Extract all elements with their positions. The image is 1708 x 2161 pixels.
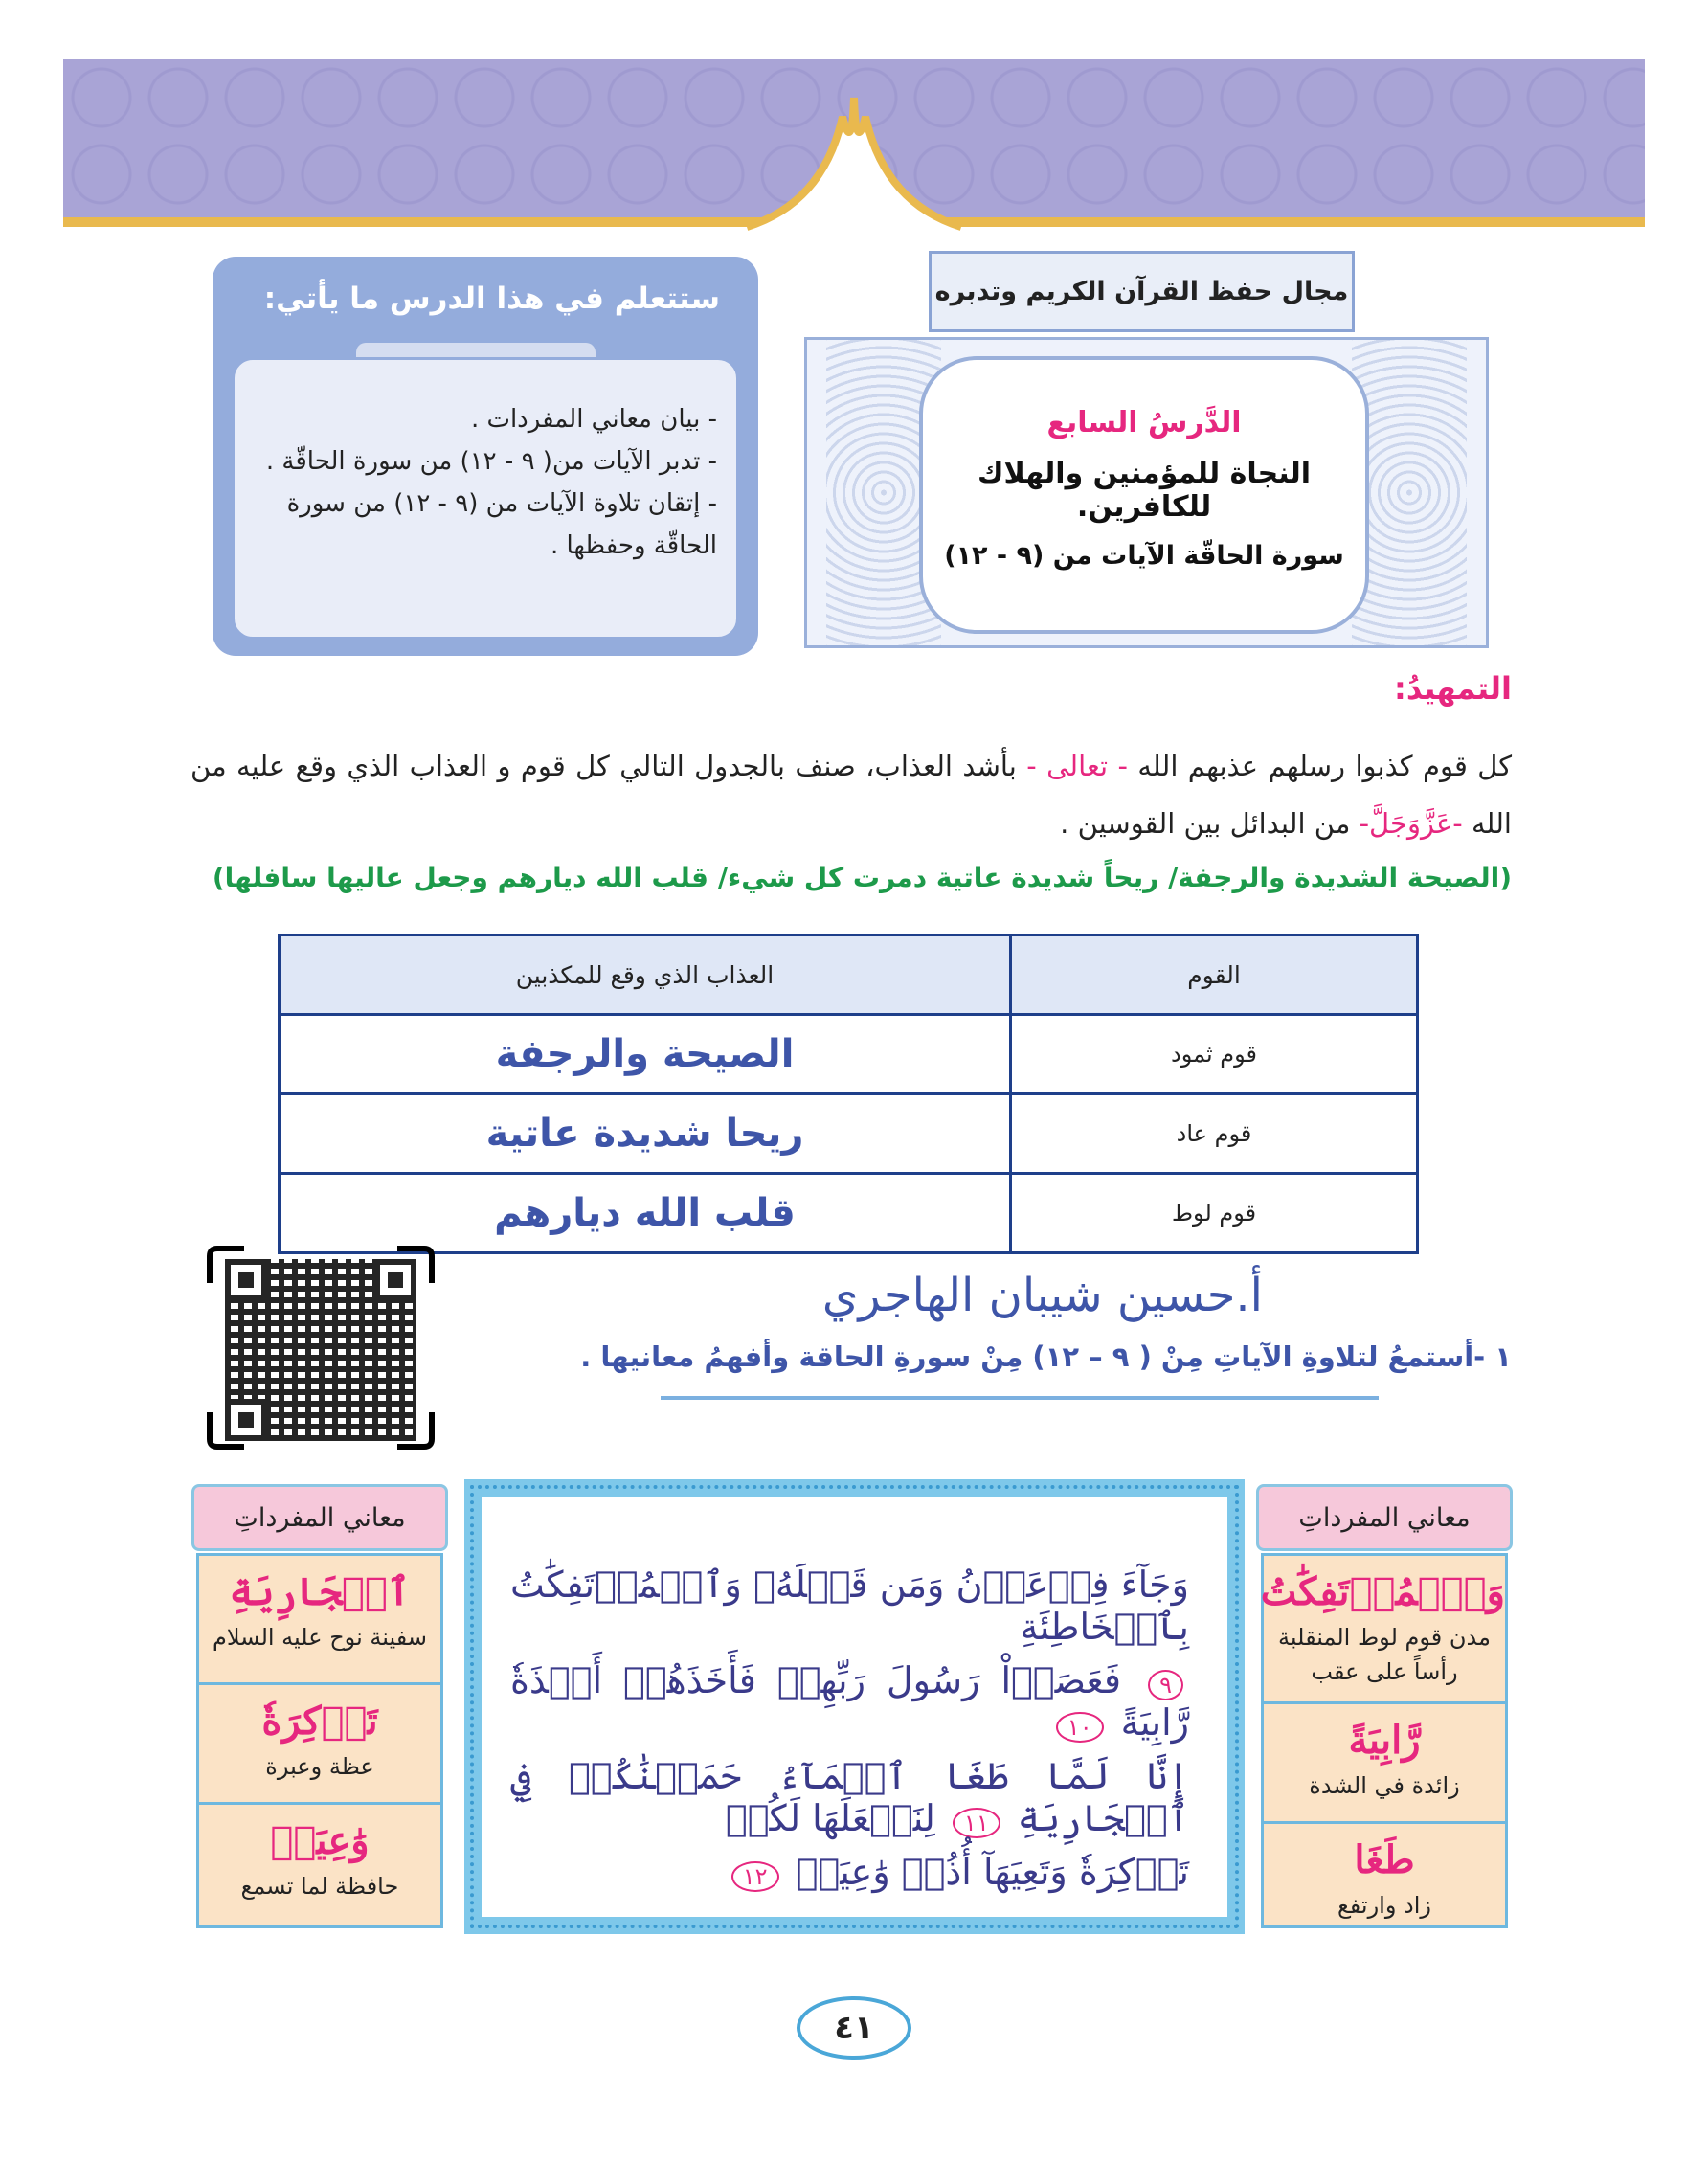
objective-item: - تدبر الآيات من( ٩ - ١٢) من سورة الحاقّة .: [265, 447, 717, 476]
verse-line: [510, 1564, 1189, 1648]
lesson-title: النجاة للمؤمنين والهلاك للكافرين.: [977, 457, 1312, 524]
ayah-number: ١٢: [731, 1861, 779, 1892]
intro-paragraph: [191, 737, 1512, 852]
vocab-item: [199, 1805, 440, 1925]
verse-text: تَذۡكِرَةٗ وَتَعِيَهَآ أُذُنٞ وَٰعِيَةٞ: [796, 1851, 1189, 1893]
vocab-heading-left: معاني المفرداتِ: [191, 1484, 448, 1551]
vocab-word: وَٱلۡمُؤۡتَفِكَٰتُ: [1260, 1569, 1505, 1614]
vocab-meaning: عظة وعبرة: [265, 1753, 374, 1780]
answer-choices: (الصيحة الشديدة والرجفة/ ريحاً شديدة عاتية دمرت كل شيء/ قلب الله ديارهم وجعل عاليها سافلها): [212, 862, 1512, 893]
people-cell: قوم لوط: [1011, 1174, 1418, 1253]
vocab-item: [199, 1556, 440, 1685]
verse-line: [510, 1851, 1189, 1893]
vocab-meaning: حافظة لما تسمع: [240, 1873, 399, 1900]
table-row: [280, 1015, 1418, 1094]
objectives-panel: [232, 357, 739, 640]
qr-code[interactable]: [225, 1259, 416, 1441]
punishment-table: [278, 934, 1419, 1254]
answer-cell: ريحا شديدة عاتية: [280, 1094, 1011, 1174]
intro-heading: التمهيدُ:: [1394, 670, 1512, 707]
verse-text: وَجَآءَ فِرۡعَوۡنُ وَمَن قَبۡلَهُۥ وَٱلۡمُؤۡتَفِكَٰتُ بِٱلۡخَاطِئَةِ: [510, 1564, 1189, 1648]
domain-label: مجال حفظ القرآن الكريم وتدبره: [929, 251, 1355, 332]
intro-text-3: من البدائل بين القوسين .: [1060, 807, 1351, 840]
ayah-number: ١١: [953, 1808, 1000, 1838]
vocab-word: وَٰعِيَةٞ: [270, 1818, 370, 1863]
table-header-row: [280, 935, 1418, 1015]
page-number: ٤١: [797, 1996, 911, 2060]
answer-cell: قلب الله ديارهم: [280, 1174, 1011, 1253]
intro-text-2: بأشد العذاب، صنف بالجدول التالي كل قوم و العذاب الذي وقع عليه من الله: [191, 750, 1512, 840]
header-punishment: العذاب الذي وقع للمكذبين: [280, 935, 1011, 1015]
vocab-item: [1264, 1824, 1505, 1925]
verse-text: لِنَجۡعَلَهَا لَكُمۡ: [725, 1797, 935, 1839]
objectives-heading: ستتعلم في هذا الدرس ما يأتي:: [263, 281, 720, 316]
verse-line: [510, 1659, 1189, 1744]
vocab-meaning: زاد وارتفع: [1337, 1892, 1431, 1919]
listening-instruction: ١ -أستمعُ لتلاوةِ الآياتِ مِنْ ( ٩ – ١٢) مِنْ سورةِ الحاقة وأفهمُ معانيها .: [580, 1340, 1512, 1373]
vocab-list-left: [196, 1553, 443, 1928]
vocab-list-right: [1261, 1553, 1508, 1928]
table-row: [280, 1094, 1418, 1174]
header-arch-ornament: [0, 59, 1708, 241]
people-cell: قوم عاد: [1011, 1094, 1418, 1174]
vocab-item: [1264, 1704, 1505, 1824]
people-cell: قوم ثمود: [1011, 1015, 1418, 1094]
header-people: القوم: [1011, 935, 1418, 1015]
intro-taala: - تعالى -: [1026, 750, 1128, 782]
divider: [661, 1396, 1379, 1400]
intro-text-1: كل قوم كذبوا رسلهم عذبهم الله: [1137, 750, 1512, 782]
vocab-word: تَذۡكِرَةٗ: [261, 1699, 378, 1744]
answer-cell: الصيحة والرجفة: [280, 1015, 1011, 1094]
ayah-number: ١٠: [1056, 1712, 1104, 1743]
table-row: [280, 1174, 1418, 1253]
intro-azza: -عَزَّوَجَلَّ-: [1359, 807, 1463, 840]
vocab-meaning: سفينة نوح عليه السلام: [212, 1624, 427, 1651]
verse-text: فَعَصَوۡاْ رَسُولَ رَبِّهِمۡ فَأَخَذَهُمۡ أَخۡذَةٗ رَّابِيَةً: [510, 1659, 1189, 1744]
quran-verses-frame: [464, 1479, 1245, 1934]
vocab-word: طَغَا: [1354, 1837, 1415, 1882]
teacher-name: أ.حسين شيبان الهاجري: [821, 1269, 1263, 1322]
objective-item: - إتقان تلاوة الآيات من (٩ - ١٢) من سورة الحاقّة وحفظها .: [286, 489, 717, 560]
lesson-card: [919, 356, 1369, 634]
objectives-box: [213, 257, 758, 656]
verse-line: [510, 1755, 1189, 1839]
vocab-item: [1260, 1556, 1505, 1704]
lesson-number: الدَّرسُ السابع: [1046, 406, 1242, 439]
vocab-word: رَّابِيَةً: [1348, 1718, 1421, 1763]
vocab-word: ٱلۡجَارِيَةِ: [229, 1569, 411, 1614]
objective-item: - بيان معاني المفردات .: [470, 405, 717, 434]
verse-text: إِنَّا لَمَّا طَغَا ٱلۡمَآءُ حَمَلۡنَٰكُمۡ فِي ٱلۡجَارِيَةِ: [510, 1755, 1189, 1839]
vocab-item: [199, 1685, 440, 1805]
vocab-heading-right: معاني المفرداتِ: [1256, 1484, 1513, 1551]
lesson-sura: سورة الحاقّة الآيات من (٩ - ١٢): [944, 541, 1344, 571]
ayah-number: ٩: [1148, 1670, 1183, 1700]
vocab-meaning: مدن قوم لوط المنقلبة رأساً على عقب: [1278, 1624, 1491, 1685]
vocab-meaning: زائدة في الشدة: [1309, 1772, 1460, 1799]
